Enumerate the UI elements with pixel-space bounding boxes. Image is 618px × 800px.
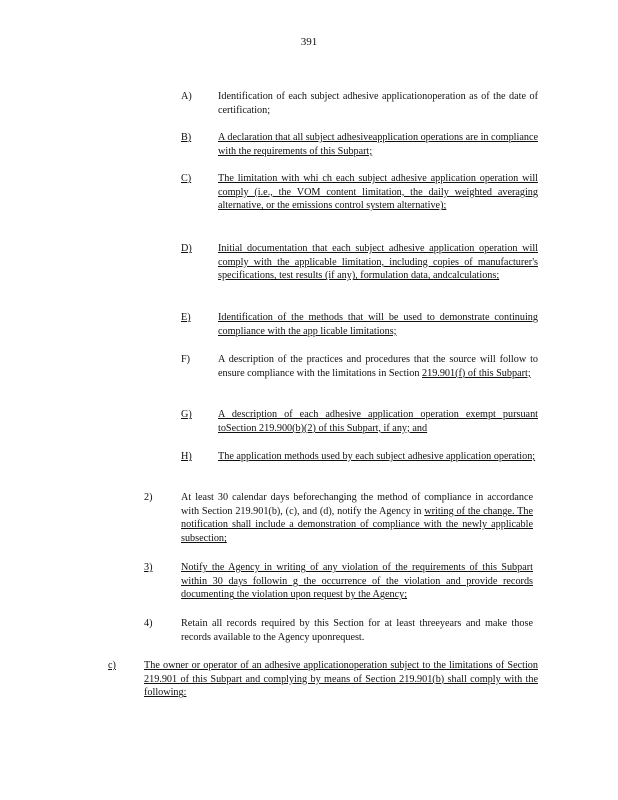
item-label: F) — [181, 354, 191, 365]
item-text: At least 30 calendar days beforechanging the method of compliance in accordance with Section 219.901(b), (c), and (d), notify the Agency in writing of the change. The notification shall include a demonstration of compliance with the newly applicable subsection; — [181, 492, 533, 545]
item-label: H) — [181, 451, 192, 462]
item-label: D) — [181, 243, 192, 254]
item-label: G) — [181, 409, 192, 420]
item-label: A) — [181, 91, 192, 102]
item-label: 3) — [144, 562, 153, 573]
underlined-text: 219.901(f) of this Subpart; — [422, 367, 531, 379]
item-text: Identification of the methods that will be used to demonstrate continuing compliance with the app licable limitations; — [218, 312, 538, 337]
item-text: A declaration that all subject adhesiveapplication operations are in compliance with the requirements of this Subpart; — [218, 132, 538, 157]
item-label: 4) — [144, 618, 153, 629]
item-text: The limitation with whi ch each subject adhesive application operation will comply (i.e., the VOM content limitation, the daily weighted averaging alternative, or the emissions control system alternative); — [218, 173, 538, 212]
item-text: A description of the practices and procedures that the source will follow to ensure compliance with the limitations in Section 219.901(f) of this Subpart; — [218, 354, 538, 379]
item-text: Notify the Agency in writing of any violation of the requirements of this Subpart within 30 days followin g the occurrence of the violation and provide records documenting the violation upon request by the Agency; — [181, 562, 533, 601]
item-text: Initial documentation that each subject adhesive application operation will comply with the applicable limitation, including copies of manufacturer's specifications, test results (if any), formulation data, andcalculations; — [218, 243, 538, 282]
page-number: 391 — [300, 36, 318, 48]
item-label: c) — [108, 660, 116, 671]
item-text: The owner or operator of an adhesive applicationoperation subject to the limitations of Section 219.901 of this Subpart and complying by means of Section 219.901(b) shall comply with the following: — [144, 660, 538, 699]
item-label: 2) — [144, 492, 153, 503]
item-text: The application methods used by each subject adhesive application operation; — [218, 451, 536, 462]
underlined-text: writing of the change. The notification shall include a demonstration of compliance with the newly applicable subsection; — [181, 505, 533, 545]
item-text: Retain all records required by this Section for at least threeyears and make those records available to the Agency uponrequest. — [181, 618, 533, 643]
item-text: A description of each adhesive application operation exempt pursuant toSection 219.900(b)(2) of this Subpart, if any; and — [218, 409, 538, 434]
item-label: E) — [181, 312, 191, 323]
item-label: C) — [181, 173, 192, 184]
item-text: Identification of each subject adhesive applicationoperation as of the date of certification; — [218, 91, 538, 116]
item-label: B) — [181, 132, 192, 143]
